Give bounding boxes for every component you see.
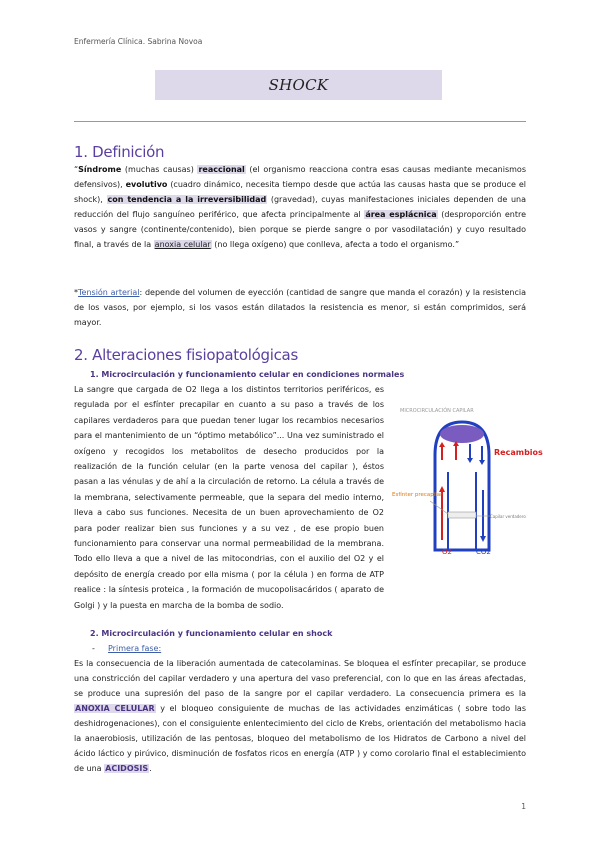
normal-paragraph-a — [74, 382, 384, 613]
cell-body — [440, 425, 484, 443]
esfinter-label: Esfínter precapilar — [392, 492, 443, 498]
subheading-normal: 1. Microcirculación y funcionamiento celular en condiciones normales — [90, 370, 405, 379]
inner-vessels — [448, 472, 476, 550]
o2-label: O2 — [442, 548, 452, 556]
alteraciones-heading: 2. Alteraciones fisiopatológicas — [74, 346, 298, 364]
microcirculation-diagram — [390, 400, 543, 560]
shock-paragraph — [74, 656, 526, 776]
term-reaccional: reaccional — [198, 165, 245, 174]
def-text-1: (muchas causas) — [121, 165, 198, 174]
page-title: SHOCK — [268, 76, 329, 94]
subheading-shock: 2. Microcirculación y funcionamiento celular en shock — [90, 629, 333, 638]
def-text-5: (desproporción entre vasos y sangre (continente/contenido), bien porque se pierde sangre o por vasodilatación) y cuyo resultado final, a través de la — [74, 210, 527, 249]
tension-text: : depende del volumen de eyección (cantidad de sangre que manda el corazón) y la resistencia de los vasos, por ejemplo, si los vasos están dilatados la resistencia es menor, si están comprimidos, será mayor. — [74, 288, 526, 327]
arrow-blue-3-head — [480, 536, 486, 542]
page-number: 1 — [521, 802, 526, 811]
def-text-2: (el organismo reacciona contra esas causas mediante mecanismos defensivos), — [74, 165, 526, 189]
def-text-6: (no llega oxígeno) que conlleva, afecta a todo el organismo.” — [211, 240, 460, 249]
recambios-label: Recambios — [494, 448, 543, 457]
esfinter-pointer — [430, 501, 448, 514]
term-anoxia-celular: ANOXIA CELULAR — [75, 704, 155, 713]
page-header: Enfermería Clínica. Sabrina Novoa — [74, 37, 203, 46]
quote-mark: “ — [74, 165, 79, 174]
shock-text-2: y el bloqueo consiguiente de muchas de las actividades enzimáticas ( sobre todo las deshidrogenaciones), con el consiguiente enlentecimiento del ciclo de Krebs, orientación del metabolismo hacia la anaerobiosis, utilización de las pentosas, bloqueo del metabolismo de los Hidratos de Carbono a nivel del ácido láctico y pirúvico, disminución de fosfatos ricos en energía (ATP ) y como corolario final el establecimiento de una — [74, 704, 526, 773]
shock-text-1: Es la consecuencia de la liberación aumentada de catecolaminas. Se bloquea el esfínter precapilar, se produce una constricción del capilar verdadero y una apertura del vaso preferencial, con lo que en las áreas afectadas, se produce una supresión del paso de la sangre por el capilar verdadero. La consecuencia primera es la — [74, 659, 526, 698]
term-acidosis: ACIDOSIS — [105, 764, 149, 773]
term-sindrome: Síndrome — [78, 165, 122, 174]
divider — [74, 121, 526, 122]
def-text-3: (cuadro dinámico, necesita tiempo desde que actúa las causas hasta que se produce el shock), — [74, 180, 527, 204]
arrow-blue-1-head — [467, 458, 473, 463]
shock-text-3: . — [149, 764, 152, 773]
tension-link[interactable]: Tensión arterial — [78, 288, 140, 297]
definition-paragraph — [74, 162, 526, 252]
term-anoxia: anoxia celular — [154, 240, 211, 249]
tension-star: * — [74, 288, 78, 297]
primera-fase-link[interactable]: Primera fase: — [108, 644, 162, 653]
def-text-4: (gravedad), cuyas manifestaciones iniciales dependen de una reducción del flujo sanguíneo periférico, que afecta principalmente al — [74, 195, 526, 219]
title-box — [155, 70, 442, 100]
normal-text: La sangre que cargada de O2 llega a los distintos territorios periféricos, es regulada por el esfínter precapilar en cuanto a su paso a través de los capilares verdaderos para que puedan tener lugar los recambios necesarios para el mantenimiento de un “óptimo metabólico”... Una vez suministrado el oxígeno y recogidos los metabolitos de desecho producidos por la realización de la función celular (en la parte venosa del capilar ), éstos pasan a las vénulas y de ahí a la circulación de retorno. La célula a través de la membrana, selectivamente permeable, que la separa del medio interno, lleva a cabo sus funciones. Necesita de un buen aprovechamiento de O2 para poder realizar bien sus funciones y a su vez , de ese propio buen funcionamiento para conservar una normal permeabilidad de la membrana. Todo ello lleva a que a nivel de las mitocondrias, con el auxilio del O2 y el depósito de energía creado por ella misma ( por la célula ) en forma de ATP realice : la síntesis proteica , la formación de mucopolisacáridos ( aparato de Golgi ) y la puesta en marcha de la bomba de sodio. — [74, 385, 384, 610]
arrow-blue-2-head — [479, 460, 485, 465]
term-area: área esplácnica — [365, 210, 437, 219]
arrow-red-1-head — [439, 442, 445, 447]
co2-label: CO2 — [476, 548, 491, 556]
bullet-dash: - — [92, 644, 95, 653]
term-tendencia: con tendencia a la irreversibilidad — [107, 195, 267, 204]
capilar-band — [448, 512, 476, 518]
diagram-top-label: MICROCIRCULACIÓN CAPILAR — [400, 408, 474, 414]
tension-paragraph — [74, 285, 526, 330]
definition-heading: 1. Definición — [74, 143, 165, 161]
term-evolutivo: evolutivo — [125, 180, 168, 189]
capilar-label: Capilar verdadero — [490, 514, 526, 519]
